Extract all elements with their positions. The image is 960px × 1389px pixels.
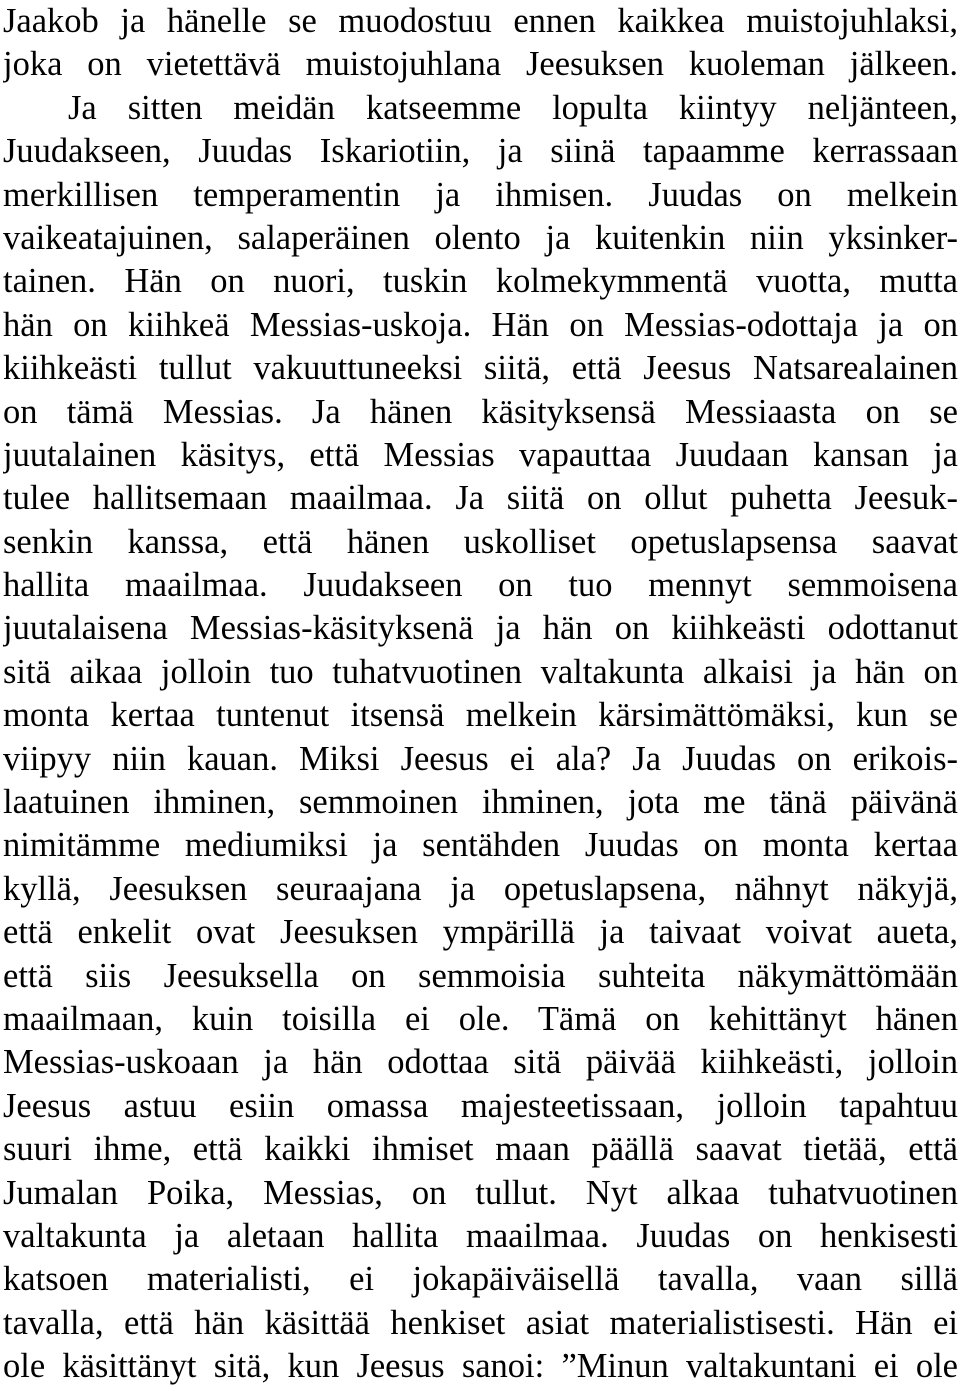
text-line: juutalainen käsitys, että Messias vapauttaa Juudaan kansan ja [3,435,958,474]
text-line: maailmaan, kuin toisilla ei ole. Tämä on kehittänyt hänen [3,999,958,1038]
text-line: monta kertaa tuntenut itsensä melkein kärsimättömäksi, kun se [3,696,958,735]
text-line: Juudakseen, Juudas Iskariotiin, ja siinä tapaamme kerrassaan [3,132,958,171]
text-line: viipyy niin kauan. Miksi Jeesus ei ala? Ja Juudas on erikois- [3,739,958,778]
text-line: että siis Jeesuksella on semmoisia suhteita näkymättömään [3,956,958,995]
text-line: juutalaisena Messias-käsityksenä ja hän on kiihkeästi odottanut [3,609,958,648]
text-line: vaikeatajuinen, salaperäinen olento ja kuitenkin niin yksinker- [3,218,958,257]
text-line: valtakunta ja aletaan hallita maailmaa. Juudas on henkisesti [3,1216,958,1255]
text-line: Jaakob ja hänelle se muodostuu ennen kaikkea muistojuhlaksi, [3,2,958,40]
text-line: katsoen materialisti, ei jokapäiväisellä tavalla, vaan sillä [3,1260,958,1299]
text-line: tainen. Hän on nuori, tuskin kolmekymmentä vuotta, mutta [3,262,958,301]
text-line: tavalla, että hän käsittää henkiset asiat materialistisesti. Hän ei [3,1303,958,1342]
text-line: Jumalan Poika, Messias, on tullut. Nyt alkaa tuhatvuotinen [3,1173,958,1212]
text-line: joka on vietettävä muistojuhlana Jeesuksen kuoleman jälkeen. [3,45,958,84]
text-line: senkin kanssa, että hänen uskolliset opetuslapsensa saavat [3,522,958,561]
text-line: merkillisen temperamentin ja ihmisen. Juudas on melkein [3,175,958,214]
text-line: suuri ihme, että kaikki ihmiset maan päällä saavat tietää, että [3,1130,958,1169]
text-line: on tämä Messias. Ja hänen käsityksensä Messiaasta on se [3,392,958,431]
text-line: kyllä, Jeesuksen seuraajana ja opetuslapsena, nähnyt näkyjä, [3,869,958,908]
text-line: hallita maailmaa. Juudakseen on tuo mennyt semmoisena [3,566,958,605]
text-line: Messias-uskoaan ja hän odottaa sitä päivää kiihkeästi, jolloin [3,1043,958,1082]
text-line: että enkelit ovat Jeesuksen ympärillä ja taivaat voivat aueta, [3,913,958,952]
paragraph-start-line: Ja sitten meidän katseemme lopulta kiintyy neljänteen, [68,88,958,127]
text-line: Jeesus astuu esiin omassa majesteetissaan, jolloin tapahtuu [3,1086,958,1125]
text-line: nimitämme mediumiksi ja sentähden Juudas on monta kertaa [3,826,958,865]
body-text [3,0,958,1389]
text-line: hän on kiihkeä Messias-uskoja. Hän on Messias-odottaja ja on [3,305,958,344]
text-line: kiihkeästi tullut vakuuttuneeksi siitä, että Jeesus Natsarealainen [3,349,958,388]
text-line: ole käsittänyt sitä, kun Jeesus sanoi: ”Minun valtakuntani ei ole [3,1347,958,1386]
text-line: tulee hallitsemaan maailmaa. Ja siitä on ollut puhetta Jeesuk- [3,479,958,518]
text-line: sitä aikaa jolloin tuo tuhatvuotinen valtakunta alkaisi ja hän on [3,652,958,691]
text-line: laatuinen ihminen, semmoinen ihminen, jota me tänä päivänä [3,783,958,822]
